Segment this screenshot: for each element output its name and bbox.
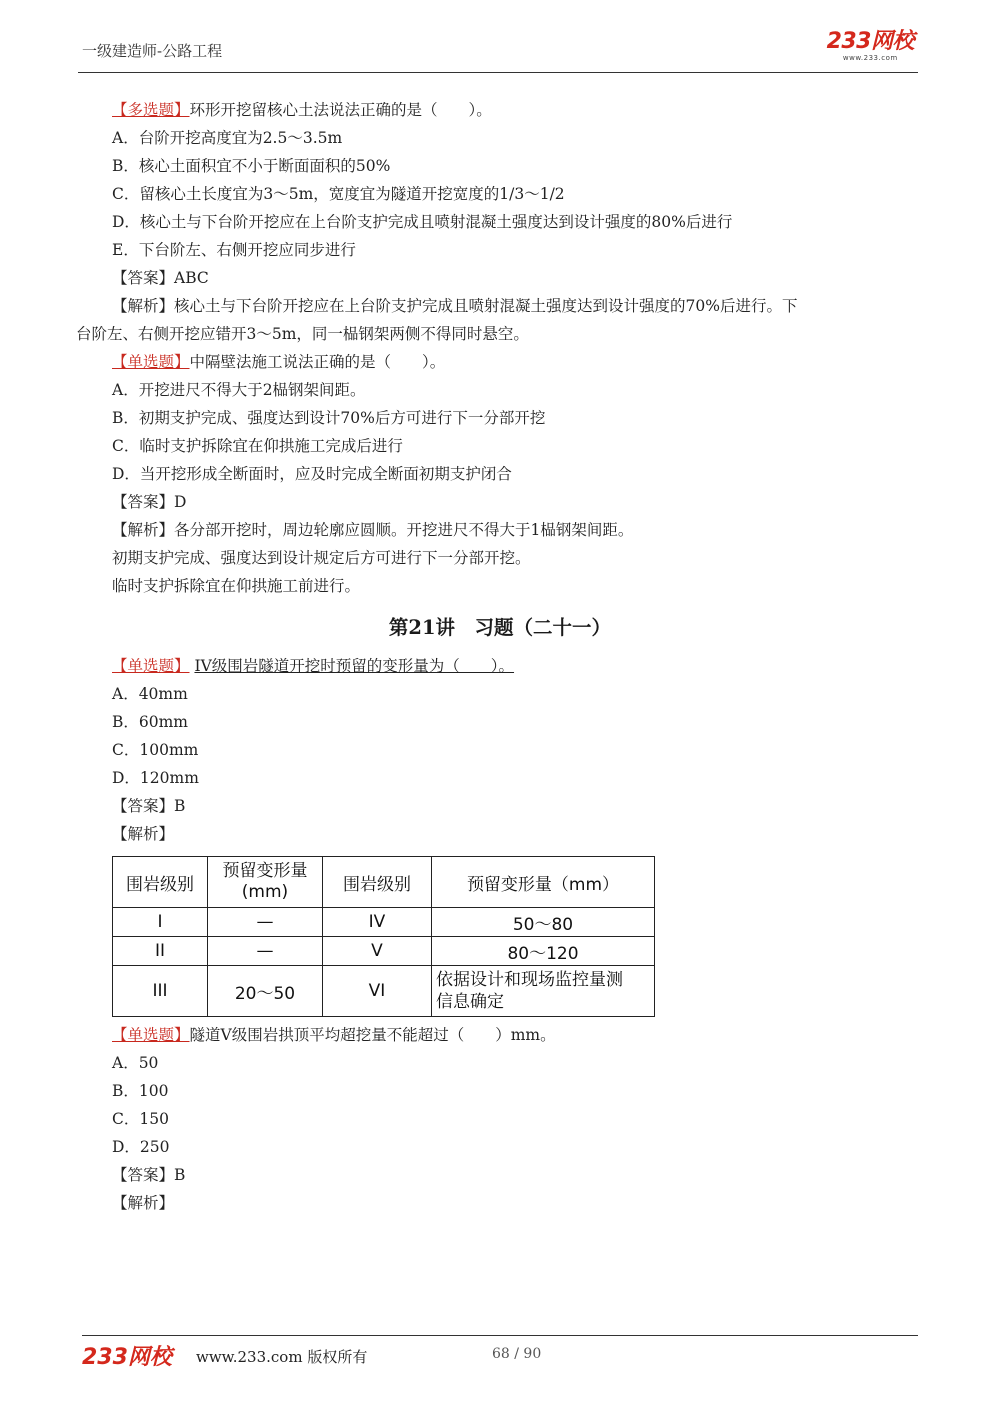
analysis: 【解析】各分部开挖时，周边轮廓应圆顺。开挖进尺不得大于1榀钢架间距。 [112, 521, 634, 539]
table-row [113, 908, 655, 937]
table-cell: IV [323, 908, 432, 937]
lecture-title: 第21讲 习题（二十一） [388, 616, 612, 639]
analysis-continued: 初期支护完成、强度达到设计规定后方可进行下一分部开挖。 [112, 549, 531, 567]
deformation-table [112, 856, 655, 1017]
table-cell: 50～80 [432, 908, 655, 937]
option-a: A．40mm [112, 685, 188, 703]
option-c: C．150 [112, 1110, 169, 1128]
option-e: E．下台阶左、右侧开挖应同步进行 [112, 241, 356, 259]
brand-logo [827, 30, 914, 62]
option-d: D．当开挖形成全断面时，应及时完成全断面初期支护闭合 [112, 465, 512, 483]
option-b: B．60mm [112, 713, 189, 731]
option-c: C．临时支护拆除宜在仰拱施工完成后进行 [112, 437, 403, 455]
option-b: B．核心土面积宜不小于断面面积的50% [112, 157, 391, 175]
footer-copyright: www.233.com 版权所有 [196, 1348, 368, 1366]
option-d: D．120mm [112, 769, 199, 787]
analysis: 【解析】 [112, 825, 175, 843]
question-stem [112, 96, 927, 124]
table-header: 围岩级别 [113, 857, 208, 908]
question-type-tag: 【单选题】 [112, 657, 190, 675]
option-a: A．开挖进尺不得大于2榀钢架间距。 [112, 381, 366, 399]
answer: 【答案】B [112, 1166, 186, 1184]
option-c: C．留核心土长度宜为3～5m，宽度宜为隧道开挖宽度的1/3～1/2 [112, 185, 565, 203]
analysis-continued: 台阶左、右侧开挖应错开3～5m，同一榀钢架两侧不得同时悬空。 [76, 325, 529, 343]
page-header [78, 28, 918, 73]
table-header: 预留变形量（mm） [432, 857, 655, 908]
option-b: B．100 [112, 1082, 169, 1100]
table-cell: V [323, 937, 432, 966]
table-header: 围岩级别 [323, 857, 432, 908]
table-cell: 80～120 [432, 937, 655, 966]
table-cell: — [208, 908, 323, 937]
answer: 【答案】ABC [112, 269, 209, 287]
question-text: 隧道V级围岩拱顶平均超挖量不能超过（ ）mm。 [189, 1026, 556, 1044]
question-type-tag: 【多选题】 [112, 101, 190, 119]
page-number: 68 / 90 [492, 1346, 542, 1362]
page-footer [82, 1335, 918, 1376]
answer: 【答案】D [112, 493, 187, 511]
question-text: 中隔壁法施工说法正确的是（ ）。 [189, 353, 446, 371]
table-row [113, 966, 655, 1017]
option-a: A．50 [112, 1054, 159, 1072]
analysis: 【解析】核心土与下台阶开挖应在上台阶支护完成且喷射混凝土强度达到设计强度的70%后进行。下 [112, 297, 798, 315]
option-a: A．台阶开挖高度宜为2.5～3.5m [112, 129, 343, 147]
answer: 【答案】B [112, 797, 186, 815]
question-type-tag: 【单选题】 [112, 353, 190, 371]
footer-logo: 233网校 [82, 1345, 172, 1370]
question-type-tag: 【单选题】 [112, 1026, 190, 1044]
analysis-continued: 临时支护拆除宜在仰拱施工前进行。 [112, 577, 361, 595]
question-stem [112, 1021, 927, 1049]
table-cell: VI [323, 966, 432, 1017]
analysis: 【解析】 [112, 1194, 175, 1212]
page-content [76, 96, 927, 1217]
question-stem [112, 348, 927, 376]
option-b: B．初期支护完成、强度达到设计70%后方可进行下一分部开挖 [112, 409, 546, 427]
table-header: 预留变形量 (mm) [208, 857, 323, 908]
option-d: D．核心土与下台阶开挖应在上台阶支护完成且喷射混凝土强度达到设计强度的80%后进行 [112, 213, 733, 231]
table-cell: 依据设计和现场监控量测 信息确定 [432, 966, 655, 1017]
question-text: IV级围岩隧道开挖时预留的变形量为（ ）。 [194, 657, 515, 675]
table-cell: II [113, 937, 208, 966]
option-c: C．100mm [112, 741, 199, 759]
logo-url: www.233.com [842, 54, 898, 62]
option-d: D．250 [112, 1138, 170, 1156]
question-stem [112, 652, 927, 680]
table-header-row [113, 857, 655, 908]
header-title: 一级建造师-公路工程 [82, 42, 223, 60]
table-cell: I [113, 908, 208, 937]
question-text: 环形开挖留核心土法说法正确的是（ ）。 [189, 101, 492, 119]
table-cell: — [208, 937, 323, 966]
table-cell: III [113, 966, 208, 1017]
logo-text: 233网校 [826, 29, 914, 54]
table-cell: 20～50 [208, 966, 323, 1017]
table-row [113, 937, 655, 966]
